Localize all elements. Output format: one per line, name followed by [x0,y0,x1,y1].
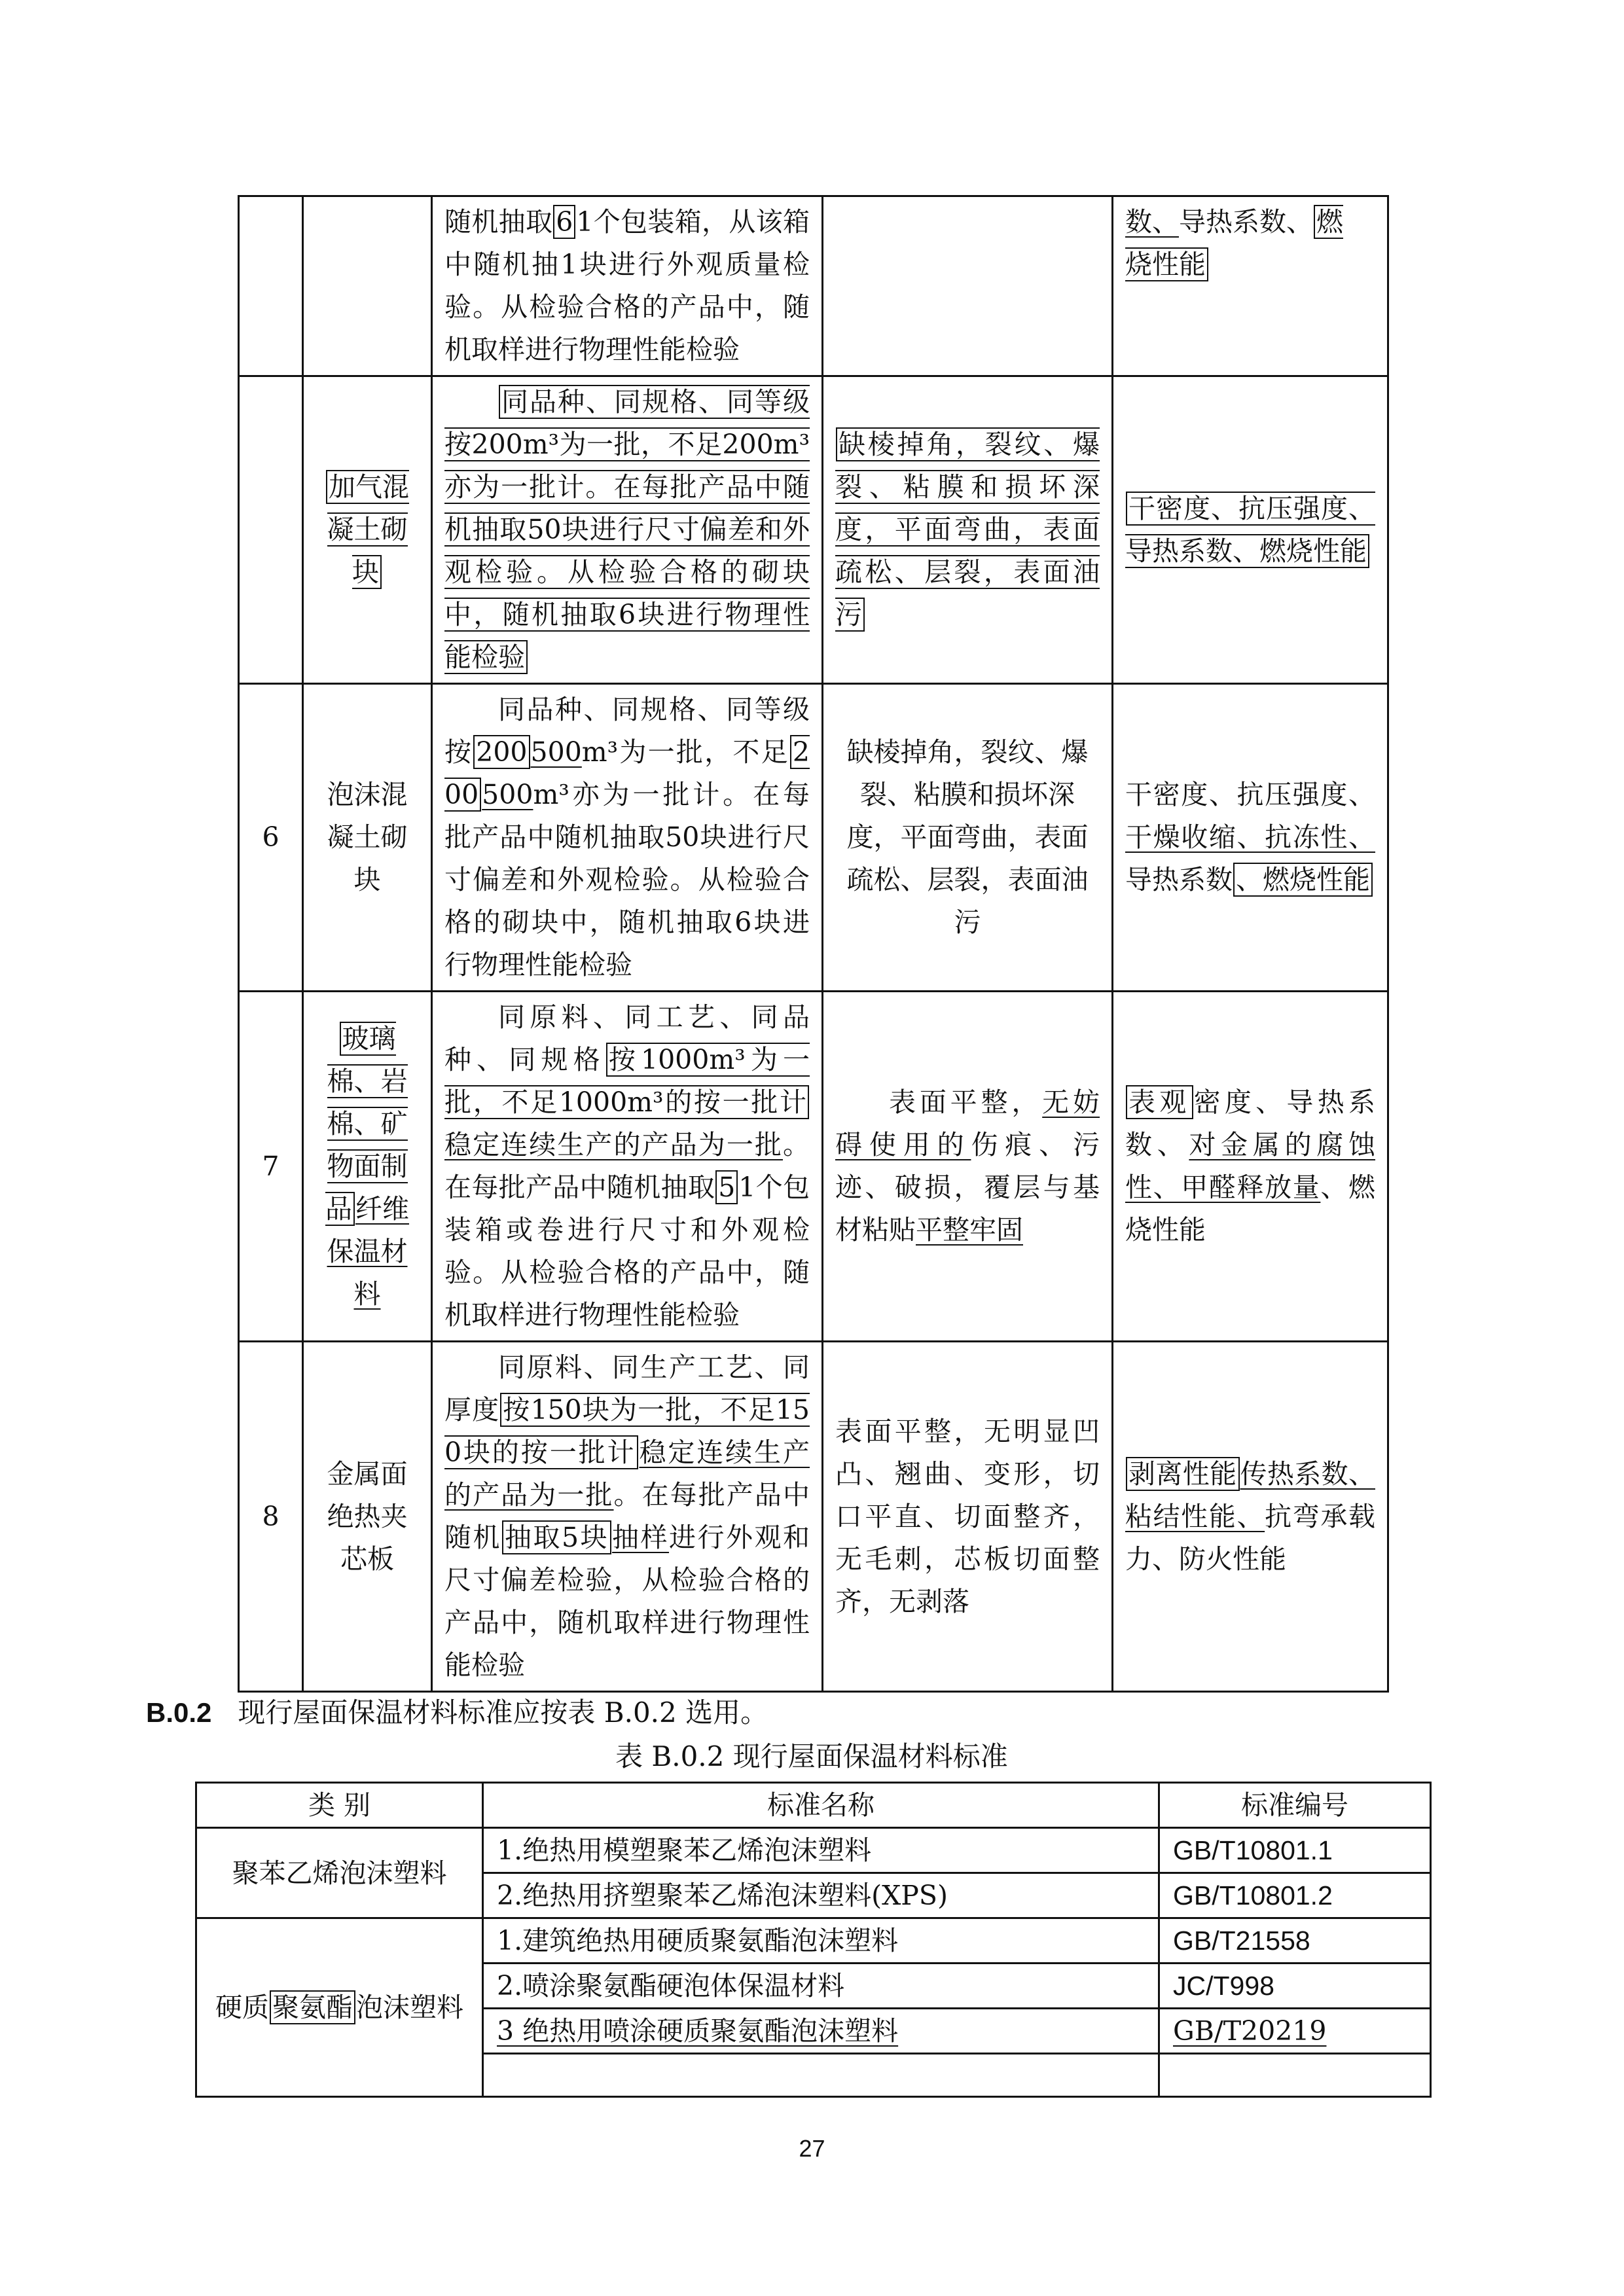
standard-name: 1.绝热用模塑聚苯乙烯泡沫塑料 [483,1828,1159,1873]
table-row [239,376,1388,684]
standard-name: 2.绝热用挤塑聚苯乙烯泡沫塑料(XPS) [483,1873,1159,1918]
row-number: 6 [239,684,303,992]
table-caption: 表 B.0.2 现行屋面保温材料标准 [615,1740,1008,1772]
table-row [239,196,1388,376]
standard-name: 3 绝热用喷涂硬质聚氨酯泡沫塑料 [497,2015,899,2047]
material-name: 泡沫混凝土砌块 [303,684,432,992]
section-heading [146,1694,768,1732]
category-cell: 聚苯乙烯泡沫塑料 [196,1828,483,1918]
section-number: B.0.2 [146,1697,212,1728]
roof-insulation-standards-table [195,1782,1432,2098]
row-number: 7 [239,992,303,1342]
header-standard-name: 标准名称 [483,1783,1159,1828]
table-row [239,684,1388,992]
appearance-check: 缺棱掉角，裂纹、爆裂、粘膜和损坏深度，平面弯曲，表面疏松、层裂，表面油污 [823,684,1113,992]
standard-name: 2.喷涂聚氨酯硬泡体保温材料 [483,1964,1159,2009]
category-suffix: 泡沫塑料 [356,1992,463,2023]
row-number [239,376,303,684]
standard-name-cell [483,2009,1159,2054]
table-row [239,1342,1388,1692]
appearance-check [823,196,1113,376]
material-name: 玻璃 棉、岩 棉、矿 物面制 品 纤维 保温材 料 [303,992,432,1342]
header-standard-code: 标准编号 [1159,1783,1431,1828]
table-row [239,992,1388,1342]
appearance-check: 表面平整，无明显凹凸、翘曲、变形，切口平直、切面整齐，无毛刺，芯板切面整齐，无剥落 [823,1342,1113,1692]
standard-code [1159,2054,1431,2097]
row-number: 8 [239,1342,303,1692]
sampling-rule: 同品种、同规格、同等级按200m³为一批，不足200m³亦为一批计。在每批产品中随机抽取50块进行尺寸偏差和外观检验。从检验合格的砌块中，随机抽取6块进行物理性能检验 [432,376,823,684]
sampling-rule: 同原料、同工艺、同品种、同规格 按1000m³为一批，不足1000m³的按一批计稳定连续生产的产品为一批。在每批产品中随机抽取 5 1个包装箱或卷进行尺寸和外观检验。从检验合格的产品中，随机取样进行物理性能检验 [432,992,823,1342]
standard-code-cell [1159,2009,1431,2054]
category-mark: 聚氨酯 [270,1990,355,2024]
sampling-rule: 同原料、同生产工艺、同厚度 按150块为一批，不足150块的按一批计 稳定连续生产的产品为一批。在每批产品中随机 抽取5块 抽样进行外观和尺寸偏差检验，从检验合格的产品中，随机取样进行物理性能检验 [432,1342,823,1692]
standard-code: GB/T20219 [1173,2015,1327,2047]
table-row [196,1828,1431,1873]
standard-code: GB/T10801.2 [1159,1873,1431,1918]
standard-name [483,2054,1159,2097]
category-prefix: 硬质 [215,1992,269,2023]
row-number [239,196,303,376]
physical-items: 数、导热系数、 燃 烧性能 [1113,196,1388,376]
material-name [303,196,432,376]
section-text: 现行屋面保温材料标准应按表 B.0.2 选用。 [238,1696,768,1729]
category-cell [196,1918,483,2097]
appearance-check: 表面平整，无妨碍使用的伤痕、污迹、破损，覆层与基材粘贴平整牢固 [823,992,1113,1342]
physical-items: 剥离性能 传热系数、粘结性能、抗弯承载力、防火性能 [1113,1342,1388,1692]
material-name: 加气混 凝土砌 块 [303,376,432,684]
physical-items: 干密度、抗压强度、干燥收缩、抗冻性、导热系数 、燃烧性能 [1113,684,1388,992]
sampling-rule: 同品种、同规格、同等级按 200 500m³为一批，不足 200 500m³亦为一批计。在每批产品中随机抽取50块进行尺寸偏差和外观检验。从检验合格的砌块中，随机抽取6块进行物理性能检验 [432,684,823,992]
material-name: 金属面绝热夹芯板 [303,1342,432,1692]
physical-items: 表观 密度、导热系数、对金属的腐蚀性、甲醛释放量、燃烧性能 [1113,992,1388,1342]
sampling-rule: 随机抽取 6 1个包装箱，从该箱中随机抽1块进行外观质量检验。从检验合格的产品中，随机取样进行物理性能检验 [432,196,823,376]
standard-name: 1.建筑绝热用硬质聚氨酯泡沫塑料 [483,1918,1159,1964]
appearance-check: 缺棱掉角，裂纹、爆裂、粘膜和损坏深度，平面弯曲，表面疏松、层裂，表面油污 [823,376,1113,684]
physical-items: 干密度、抗压强度、导热系数、燃烧性能 [1113,376,1388,684]
standard-code: JC/T998 [1159,1964,1431,2009]
page-number: 27 [799,2135,825,2162]
table-header-row [196,1783,1431,1828]
header-category: 类 别 [196,1783,483,1828]
standard-code: GB/T10801.1 [1159,1828,1431,1873]
table-row [196,1918,1431,1964]
material-sampling-table [238,195,1389,1693]
standard-code: GB/T21558 [1159,1918,1431,1964]
